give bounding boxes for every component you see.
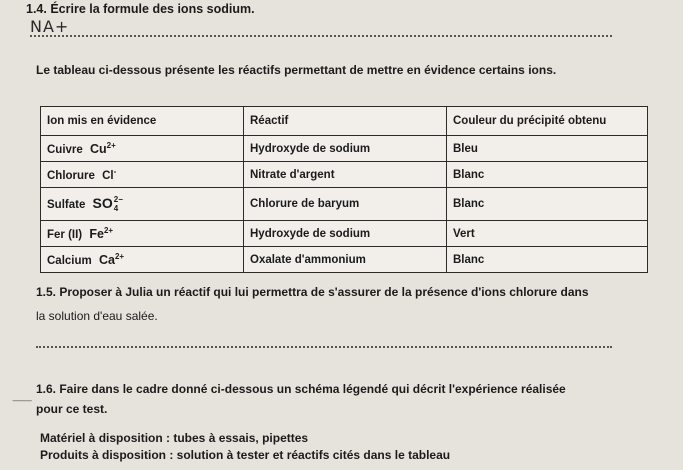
table-row <box>41 247 648 273</box>
question-1-4: 1.4. Écrire la formule des ions sodium. <box>26 2 255 16</box>
question-1-5-line2: la solution d'eau salée. <box>36 309 158 323</box>
ion-formula <box>89 227 113 241</box>
ion-formula <box>102 167 117 182</box>
table-header-row <box>41 107 648 136</box>
formula-symbol: SO <box>92 194 113 211</box>
formula-symbol: Cu <box>90 142 107 157</box>
formula-charge: - <box>113 167 117 177</box>
ion-name: Sulfate <box>47 198 86 211</box>
handwritten-answer-1-4: NA+ <box>30 17 70 36</box>
cell-couleur: Blanc <box>447 162 648 188</box>
cell-ion <box>41 247 244 273</box>
cell-ion <box>41 221 244 247</box>
produits-text: Produits à disposition : solution à tester et réactifs cités dans le tableau <box>40 448 451 462</box>
margin-mark: ⸺ <box>12 393 33 407</box>
question-1-5-line1: 1.5. Proposer à Julia un réactif qui lui permettra de s'assurer de la présence d'ions chlorure dans <box>36 285 589 299</box>
table-row <box>41 162 648 188</box>
table-row <box>41 188 648 221</box>
formula-charge: 2− <box>113 195 123 205</box>
ion-name: Cuivre <box>47 144 83 157</box>
cell-ion <box>41 188 244 221</box>
ion-formula <box>92 194 123 214</box>
formula-symbol: Cl <box>102 169 114 182</box>
cell-ion <box>41 136 244 162</box>
formula-charge: 2+ <box>106 140 116 150</box>
ion-name: Fer (II) <box>47 229 83 242</box>
formula-subscript: 4 <box>113 204 119 214</box>
header-couleur: Couleur du précipité obtenu <box>447 107 648 136</box>
table-intro: Le tableau ci-dessous présente les réactifs permettant de mettre en évidence certains ions. <box>36 63 557 77</box>
formula-symbol: Ca <box>98 253 115 268</box>
cell-ion <box>41 162 244 188</box>
cell-couleur: Vert <box>447 221 648 247</box>
formula-indices <box>114 195 123 213</box>
table-row <box>41 136 648 162</box>
cell-reactif: Oxalate d'ammonium <box>244 247 447 273</box>
header-reactif: Réactif <box>244 107 447 136</box>
cell-reactif: Hydroxyde de sodium <box>244 221 447 247</box>
cell-reactif: Chlorure de baryum <box>244 188 447 221</box>
header-ion: Ion mis en évidence <box>41 107 244 136</box>
answer-line-1-5 <box>36 346 612 348</box>
ion-name: Calcium <box>47 255 92 268</box>
cell-couleur: Blanc <box>447 188 648 221</box>
question-1-6-line2: pour ce test. <box>36 402 108 416</box>
cell-couleur: Blanc <box>447 247 648 273</box>
question-1-6-line1: 1.6. Faire dans le cadre donné ci-dessous un schéma légendé qui décrit l'expérience réalisée <box>36 382 566 396</box>
ions-table <box>40 106 648 273</box>
cell-reactif: Nitrate d'argent <box>244 162 447 188</box>
formula-charge: 2+ <box>114 251 125 261</box>
ion-formula <box>99 253 124 267</box>
answer-line-1-4 <box>30 35 612 37</box>
formula-charge: 2+ <box>103 225 114 235</box>
ion-formula <box>90 142 116 156</box>
materiel-text: Matériel à disposition : tubes à essais, pipettes <box>40 431 309 445</box>
ion-name: Chlorure <box>47 169 95 182</box>
cell-couleur: Bleu <box>447 136 648 162</box>
formula-symbol: Fe <box>89 227 104 242</box>
cell-reactif: Hydroxyde de sodium <box>244 136 447 162</box>
table-row <box>41 221 648 247</box>
